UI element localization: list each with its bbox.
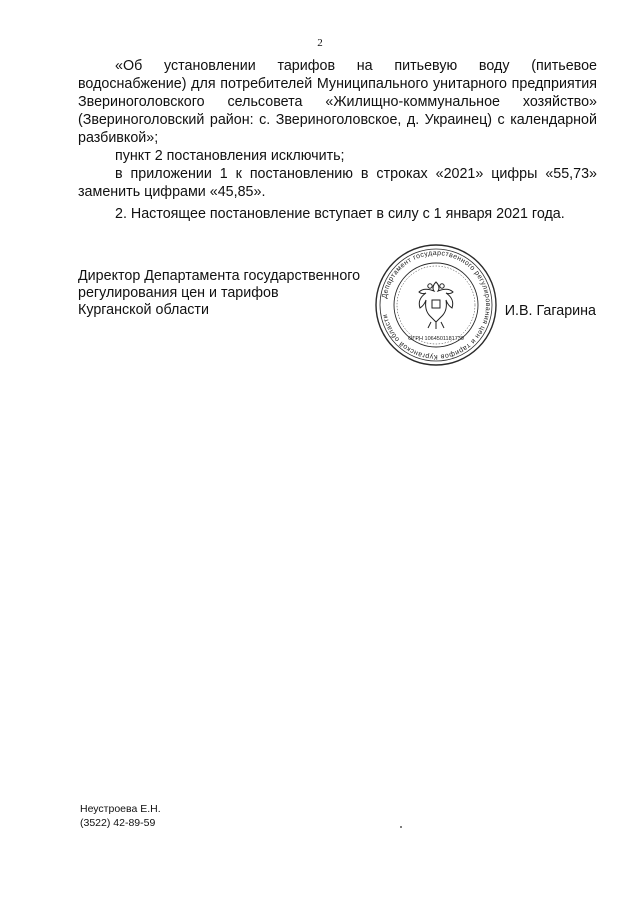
executor-contact [80, 802, 161, 830]
paragraph-appendix-change: в приложении 1 к постановлению в строках «2021» цифры «55,73» заменить цифрами «45,85». [78, 166, 597, 200]
svg-text:Департамент государственного р: Департамент государственного регулирования цен и тарифов Курганской области [381, 249, 492, 361]
paragraph-effective-date: 2. Настоящее постановление вступает в силу с 1 января 2021 года. [115, 206, 565, 222]
executor-name: Неустроева Е.Н. [80, 803, 161, 815]
paragraph-resolution-title: «Об установлении тарифов на питьевую воду (питьевое водоснабжение) для потребителей Муниципального унитарного предприятия Звериноголовского сельсовета «Жилищно-коммунальное хозяйство» (Звериноголовский район: с. Звериноголовское, д. Украинец) с календарной разбивкой»; [78, 58, 597, 146]
signatory-position-line: Директор Департамента государственного [78, 268, 361, 284]
signatory-name: И.В. Гагарина [504, 303, 596, 319]
paragraph-item-exclusion: пункт 2 постановления исключить; [115, 148, 345, 164]
executor-phone: (3522) 42-89-59 [80, 817, 156, 829]
scan-artifact-dot [400, 826, 402, 828]
signatory-position-line: регулирования цен и тарифов [78, 285, 279, 301]
seal-registration-number: ОГРН 1064501181739 [408, 336, 464, 342]
page-number: 2 [317, 37, 323, 49]
signatory-position-line: Курганской области [78, 302, 209, 318]
document-body [78, 57, 597, 223]
